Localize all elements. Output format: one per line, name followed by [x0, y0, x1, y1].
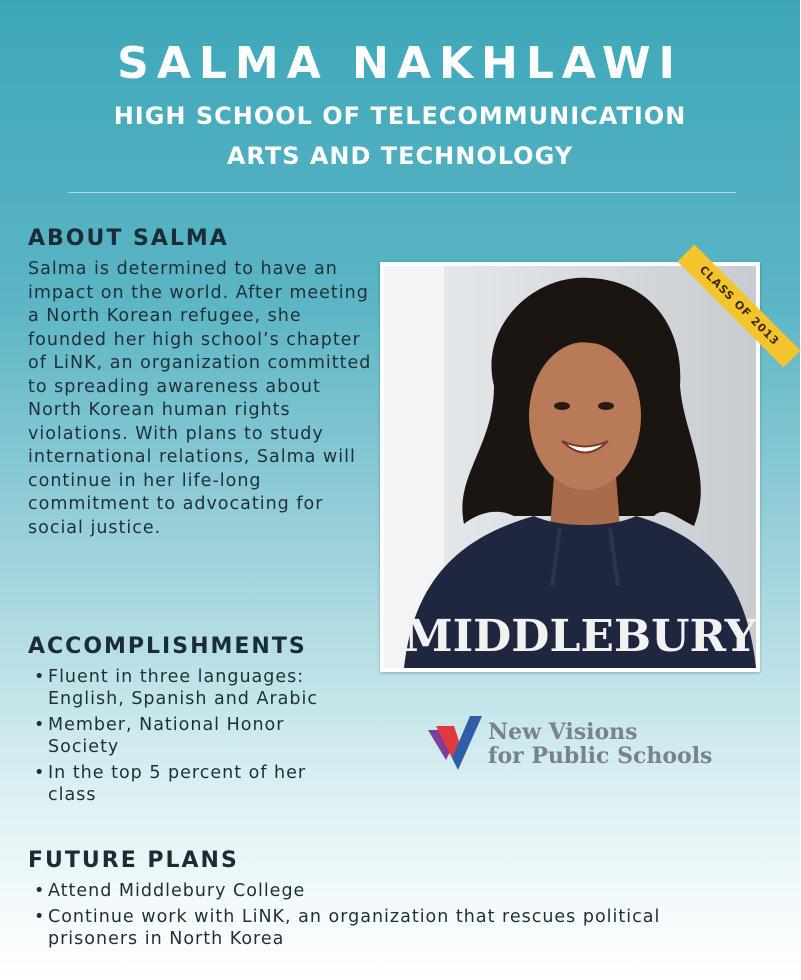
- header-divider: [68, 192, 736, 193]
- class-badge: [650, 256, 782, 370]
- about-text: Salma is determined to have an impact on the world. After meeting a North Korean refugee, she founded her high school’s chapter of LiNK, an organization committed to spreading awareness about North Korean human rights violations. With plans to study international relations, Salma will continue in her life-long commitment to advocating for social justice.: [28, 259, 372, 538]
- logo-line-2: for Public Schools: [488, 743, 713, 769]
- class-badge-text: CLASS OF 2013: [677, 244, 800, 367]
- future-plan-1: Attend Middlebury College: [48, 881, 306, 901]
- about-title: ABOUT SALMA: [28, 226, 229, 251]
- school-name-line-2: ARTS AND TECHNOLOGY: [226, 142, 574, 170]
- list-item: • Continue work with LiNK, an organization that rescues political prisoners in North Korea: [34, 907, 661, 949]
- future-plans-title: FUTURE PLANS: [28, 848, 239, 873]
- sweatshirt-text: MIDDLEBURY: [403, 611, 757, 662]
- logo-line-1: New Visions: [488, 719, 638, 745]
- accomplishments-title: ACCOMPLISHMENTS: [28, 634, 307, 659]
- list-item: • Fluent in three languages: English, Spanish and Arabic: [34, 667, 318, 709]
- student-name: SALMA NAKHLAWI: [117, 38, 683, 89]
- list-item: • In the top 5 percent of her class: [34, 763, 307, 805]
- accomplishment-3: In the top 5 percent of her class: [48, 763, 307, 805]
- accomplishment-1: Fluent in three languages: English, Spanish and Arabic: [48, 667, 318, 709]
- future-plan-2: Continue work with LiNK, an organization that rescues political prisoners in North Korea: [48, 907, 661, 949]
- accomplishments-list: [30, 666, 350, 810]
- list-item: • Member, National Honor Society: [34, 715, 285, 757]
- new-visions-logo-icon: [426, 712, 482, 772]
- new-visions-logo: [426, 712, 726, 776]
- header: [0, 38, 800, 176]
- school-name: [0, 96, 800, 176]
- school-name-line-1: HIGH SCHOOL OF TELECOMMUNICATION: [113, 102, 687, 130]
- list-item: • Attend Middlebury College: [34, 881, 306, 901]
- logo-text: [488, 720, 712, 768]
- future-plans-list: [30, 880, 730, 954]
- accomplishment-2: Member, National Honor Society: [48, 715, 285, 757]
